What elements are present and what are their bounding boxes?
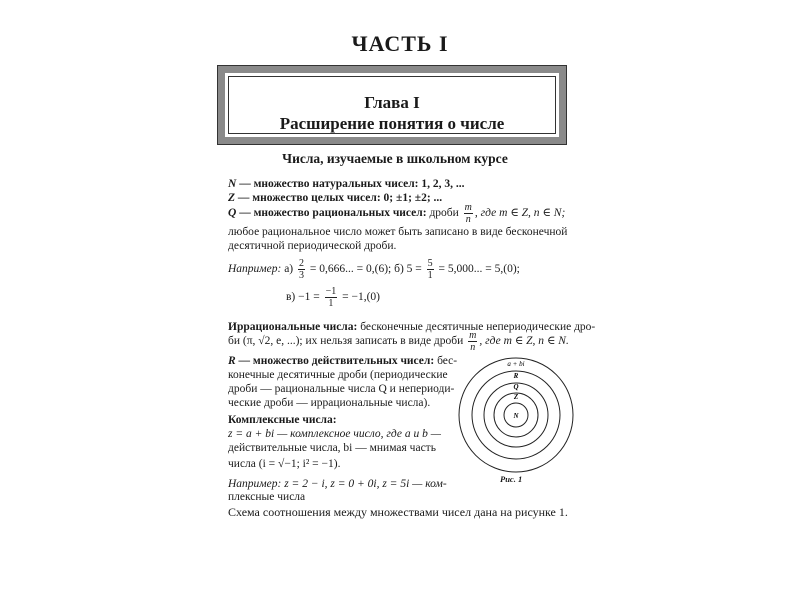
final-sentence: Схема соотношения между множествами чисел дана на рисунке 1. xyxy=(228,505,568,519)
integers-text: — множество целых чисел: 0; ±1; ±2; ... xyxy=(235,192,443,204)
example-c-label: в) −1 = xyxy=(286,291,323,304)
chapter-frame xyxy=(218,66,566,144)
fraction-denominator: n xyxy=(470,342,476,353)
rational-fraction-word: дроби xyxy=(429,207,459,220)
irrational-text: бесконечные десятичные непериодические дро- xyxy=(357,321,596,333)
set-symbol-n: N xyxy=(228,178,237,190)
complex-line-1: z = a + bi — комплексное число, где a и b — xyxy=(228,428,441,440)
example-2-label: Например: xyxy=(228,478,282,490)
example-a-fraction xyxy=(298,258,305,281)
irrational-line-2 xyxy=(228,330,569,353)
label-real: R xyxy=(513,372,519,380)
example-label: Например: xyxy=(228,263,282,276)
fraction-numerator: −1 xyxy=(325,286,337,297)
complex-heading: Комплексные числа: xyxy=(228,414,337,426)
example-2-text: z = 2 − i, z = 0 + 0i, z = 5i — ком- xyxy=(281,478,447,490)
irrational-condition: , где m ∈ Z, n ∈ N. xyxy=(479,335,569,348)
real-line-1 xyxy=(228,354,457,368)
example-c-rest: = −1,(0) xyxy=(339,291,381,304)
chapter-number: Глава I xyxy=(364,93,420,112)
example-1-line-1 xyxy=(228,258,520,281)
irrational-heading: Иррациональные числа: xyxy=(228,321,358,333)
fraction-denominator: n xyxy=(465,214,471,225)
section-heading: Числа, изучаемые в школьном курсе xyxy=(282,151,508,166)
natural-numbers-text: — множество натуральных чисел: 1, 2, 3, ... xyxy=(236,178,465,190)
fraction-denominator: 1 xyxy=(427,270,433,281)
fraction-numerator: 5 xyxy=(427,258,433,269)
complex-line-2: действительные числа, bi — мнимая часть xyxy=(228,442,436,454)
irrational-examples-start: би (π, xyxy=(228,335,259,348)
example-2-line-1 xyxy=(228,477,447,491)
fraction-numerator: m xyxy=(469,330,477,341)
rational-desc-line-2: любое рациональное число может быть записано в виде бесконечной xyxy=(228,226,568,238)
rational-numbers-line xyxy=(228,202,565,225)
example-b-fraction xyxy=(427,258,434,281)
example-1-line-2 xyxy=(286,286,380,309)
irrational-examples-rest: , e, ...); их нельзя записать в виде дроби xyxy=(270,335,467,348)
chapter-title: Расширение понятия о числе xyxy=(279,114,505,133)
set-symbol-z: Z xyxy=(228,192,236,204)
example-a-label: а) xyxy=(281,263,297,276)
fraction-numerator: m xyxy=(464,202,472,213)
rational-numbers-text: — множество рациональных чисел: xyxy=(236,207,430,220)
fraction-denominator: 3 xyxy=(299,270,305,281)
example-b-rest: = 5,000... = 5,(0); xyxy=(435,263,520,276)
set-symbol-r: R xyxy=(228,355,236,367)
fraction-numerator: 2 xyxy=(299,258,305,269)
figure-caption: Рис. 1 xyxy=(500,474,523,484)
real-line-3: дроби — рациональные числа Q и непериоди- xyxy=(228,383,455,395)
real-line-4: ческие дроби — иррациональные числа). xyxy=(228,397,431,409)
complex-line-3: числа (i = √−1; i² = −1). xyxy=(228,458,341,470)
rational-desc-line-3: десятичной периодической дроби. xyxy=(228,240,397,252)
label-integer: Z xyxy=(513,393,519,401)
irrational-fraction xyxy=(468,330,477,353)
example-a-rest: = 0,666... = 0,(6); б) 5 = xyxy=(307,263,425,276)
fraction-denominator: 1 xyxy=(328,298,334,309)
number-sets-diagram xyxy=(457,355,575,475)
natural-numbers-line xyxy=(228,177,465,191)
real-numbers-text: — множество действительных чисел: xyxy=(235,355,435,367)
label-complex: a + bi xyxy=(507,360,525,368)
sqrt-two: √2 xyxy=(258,335,271,348)
part-title: ЧАСТЬ I xyxy=(351,31,449,56)
label-natural: N xyxy=(513,412,519,420)
rational-fraction xyxy=(464,202,473,225)
example-c-fraction xyxy=(325,286,338,309)
real-hyphen: бес- xyxy=(434,355,458,367)
set-symbol-q: Q xyxy=(228,207,237,220)
label-rational: Q xyxy=(513,383,519,391)
example-2-line-2: плексные числа xyxy=(228,491,306,503)
real-line-2: конечные десятичные дроби (периодические xyxy=(228,369,448,381)
rational-condition: , где m ∈ Z, n ∈ N; xyxy=(474,207,566,220)
chapter-frame-inner xyxy=(228,76,556,134)
